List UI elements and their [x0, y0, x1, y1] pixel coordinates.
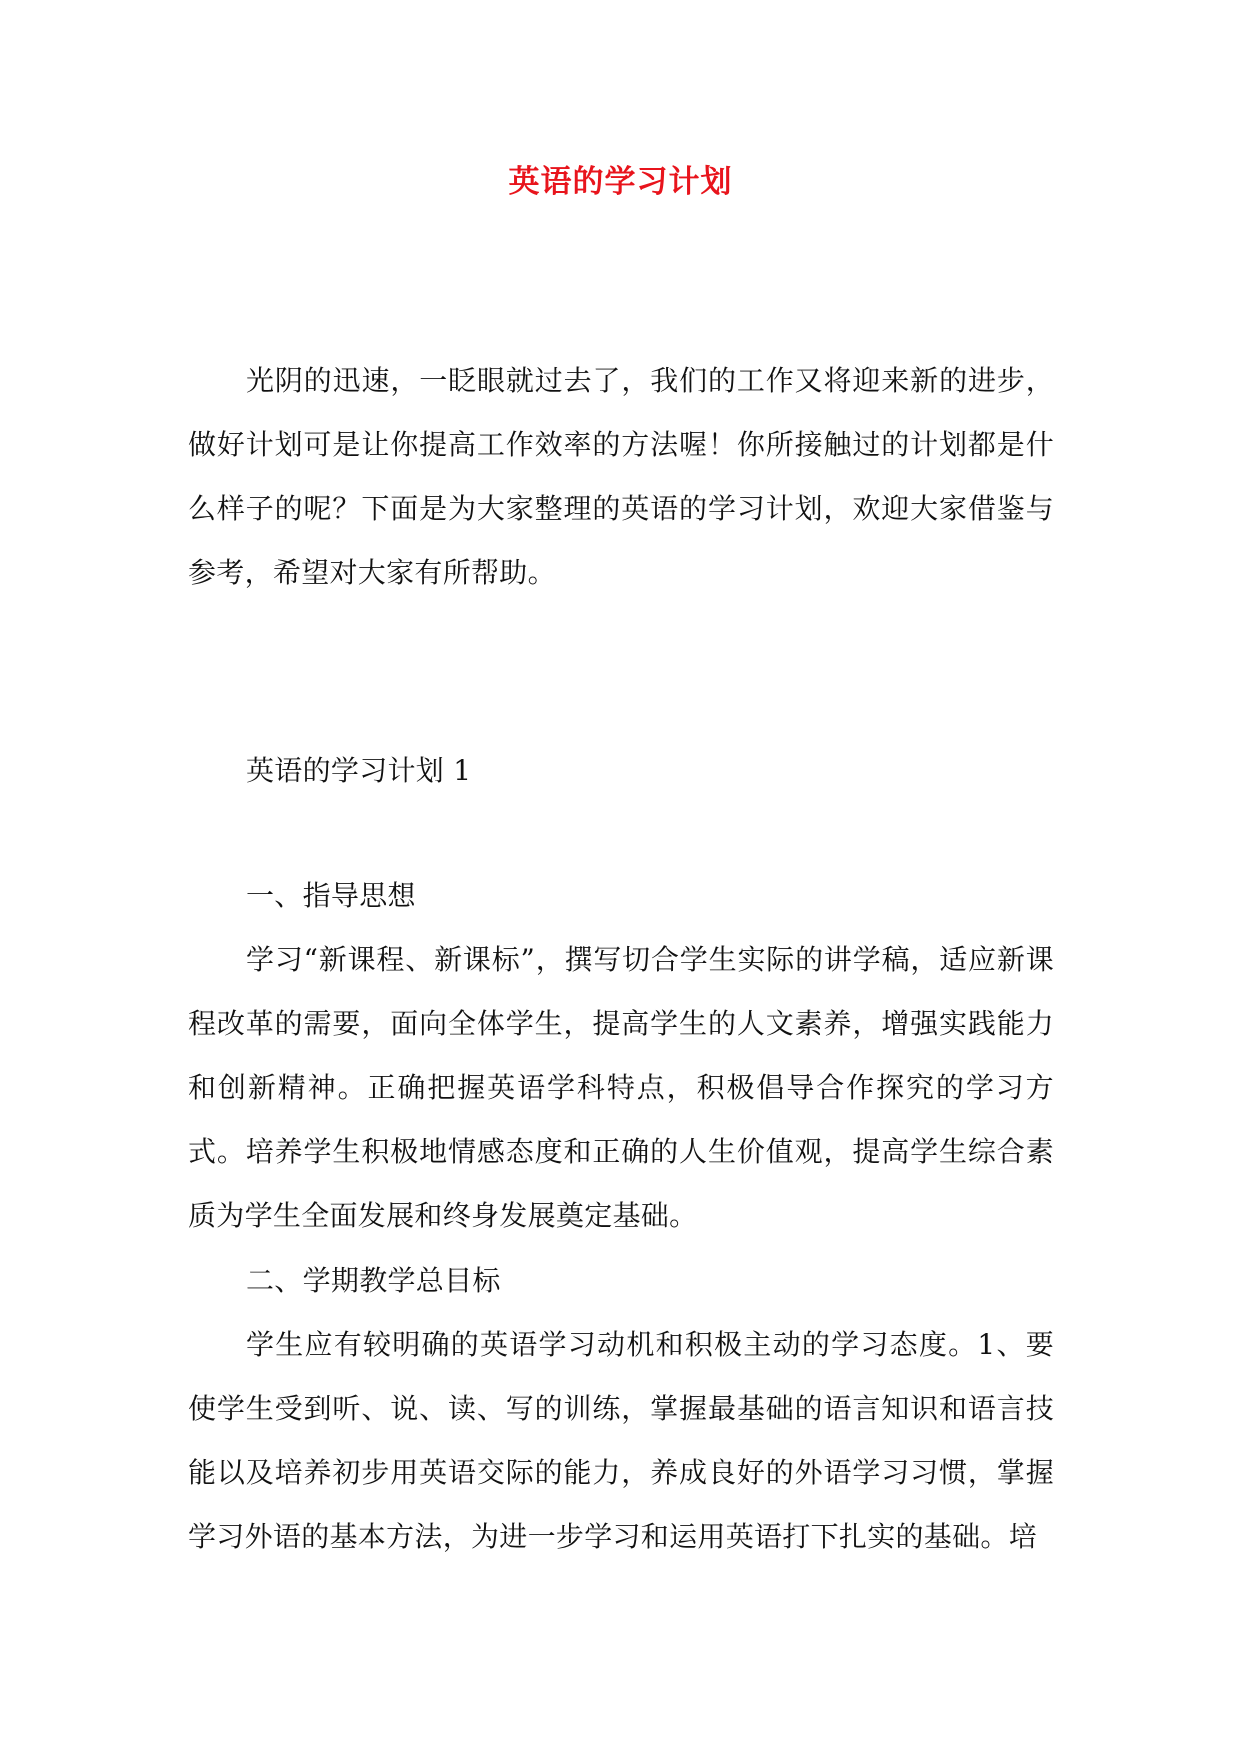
paragraph-semester-goals: 学生应有较明确的英语学习动机和积极主动的学习态度。1、要使学生受到听、说、读、写的训练，掌握最基础的语言知识和语言技能以及培养初步用英语交际的能力，养成良好的外语学习习惯，掌握学习外语的基本方法，为进一步学习和运用英语打下扎实的基础。培	[188, 1328, 1054, 1553]
intro-paragraph: 光阴的迅速，一眨眼就过去了，我们的工作又将迎来新的进步，做好计划可是让你提高工作效率的方法喔！你所接触过的计划都是什么样子的呢？下面是为大家整理的英语的学习计划，欢迎大家借鉴与参考，希望对大家有所帮助。	[188, 364, 1054, 589]
heading-guiding-ideology: 一、指导思想	[246, 879, 416, 912]
document-title: 英语的学习计划	[508, 164, 733, 200]
heading-semester-goals: 二、学期教学总目标	[246, 1264, 501, 1297]
section-title: 英语的学习计划 1	[246, 754, 472, 787]
paragraph-guiding-ideology: 学习“新课程、新课标”，撰写切合学生实际的讲学稿，适应新课程改革的需要，面向全体学生，提高学生的人文素养，增强实践能力和创新精神。正确把握英语学科特点，积极倡导合作探究的学习方式。培养学生积极地情感态度和正确的人生价值观，提高学生综合素质为学生全面发展和终身发展奠定基础。	[188, 943, 1054, 1232]
